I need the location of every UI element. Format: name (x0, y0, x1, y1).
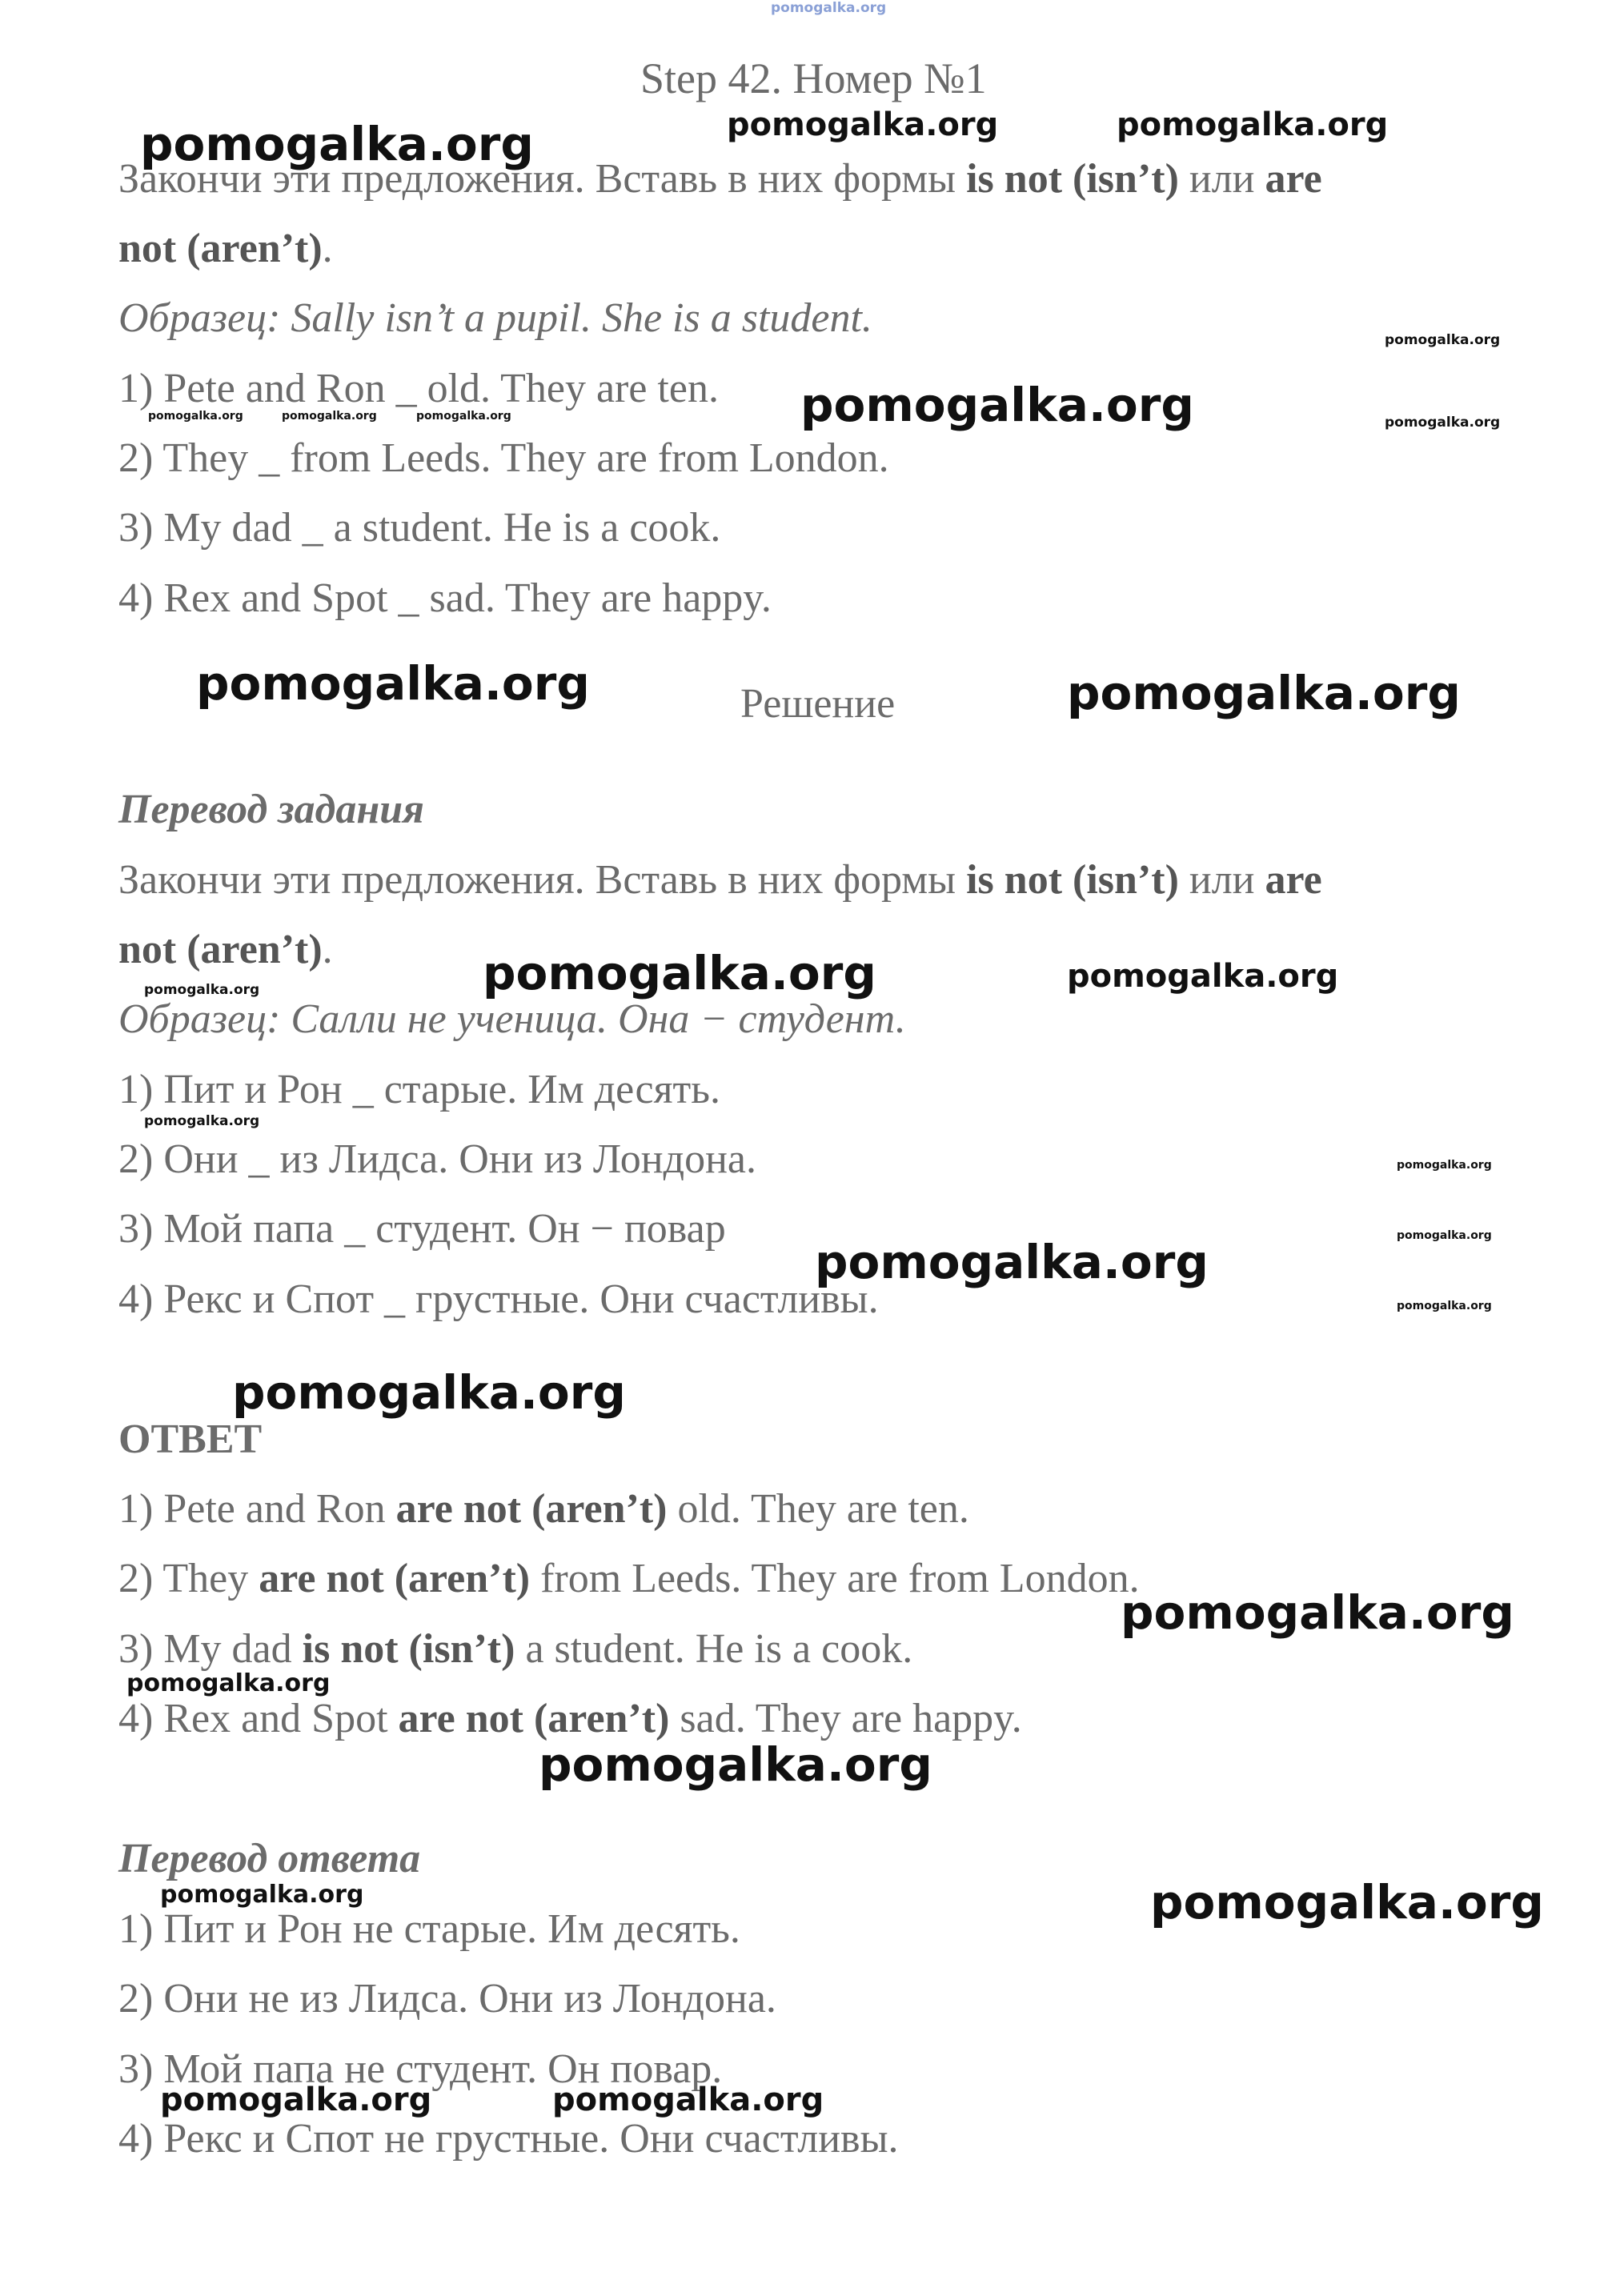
watermark: pomogalka.org (232, 1365, 626, 1420)
translation-item: 4) Рекс и Спот _ грустные. Они счастливы. (118, 1276, 879, 1322)
watermark: pomogalka.org (539, 1737, 932, 1792)
task-item: 1) Pete and Ron _ old. They are ten. (118, 366, 719, 411)
solution-heading: Решение (740, 681, 896, 727)
answer-translation-heading: Перевод ответа (118, 1836, 421, 1881)
answer-item: 3) My dad is not (isn’t) a student. He is a cook. (118, 1626, 913, 1672)
task-item: 2) They _ from Leeds. They are from London. (118, 435, 889, 481)
translation-example: Образец: Салли не ученица. Она − студент. (118, 996, 906, 1042)
watermark: pomogalka.org (1397, 1300, 1492, 1312)
watermark: pomogalka.org (552, 2082, 824, 2118)
translation-item: 2) Они _ из Лидса. Они из Лондона. (118, 1136, 756, 1182)
task-instruction-line-1: Закончи эти предложения. Вставь в них формы is not (isn’t) или are (118, 156, 1322, 202)
watermark: pomogalka.org (1150, 1875, 1544, 1929)
translation-instruction-line-1: Закончи эти предложения. Вставь в них формы is not (isn’t) или are (118, 857, 1322, 903)
watermark: pomogalka.org (126, 1669, 331, 1697)
watermark: pomogalka.org (727, 106, 999, 143)
watermark: pomogalka.org (144, 982, 260, 998)
answer-item: 2) They are not (aren’t) from Leeds. They are from London. (118, 1556, 1140, 1601)
answer-heading: ОТВЕТ (118, 1416, 263, 1462)
watermark: pomogalka.org (144, 1113, 260, 1129)
answer-item: 4) Rex and Spot are not (aren’t) sad. They are happy. (118, 1696, 1022, 1741)
watermark: pomogalka.org (160, 1881, 364, 1909)
watermark: pomogalka.org (1397, 1159, 1492, 1172)
watermark: pomogalka.org (160, 2082, 432, 2118)
translation-instruction-line-2: not (aren’t). (118, 927, 333, 972)
watermark: pomogalka.org (1385, 332, 1501, 348)
watermark: pomogalka.org (1397, 1229, 1492, 1242)
task-item: 3) My dad _ a student. He is a cook. (118, 505, 721, 551)
watermark: pomogalka.org (282, 410, 377, 423)
answer-translation-item: 2) Они не из Лидса. Они из Лондона. (118, 1976, 776, 2022)
translation-item: 3) Мой папа _ студент. Он − повар (118, 1206, 726, 1252)
answer-translation-item: 4) Рекс и Спот не грустные. Они счастливы. (118, 2116, 899, 2162)
watermark: pomogalka.org (1067, 958, 1339, 995)
translation-heading: Перевод задания (118, 787, 424, 832)
watermark: pomogalka.org (196, 656, 590, 711)
watermark: pomogalka.org (416, 410, 511, 423)
watermark: pomogalka.org (1121, 1585, 1514, 1640)
watermark: pomogalka.org (148, 410, 243, 423)
page-title: Step 42. Номер №1 (640, 54, 987, 102)
task-item: 4) Rex and Spot _ sad. They are happy. (118, 575, 772, 621)
task-example: Образец: Sally isn’t a pupil. She is a student. (118, 295, 872, 341)
watermark: pomogalka.org (800, 378, 1194, 432)
answer-item: 1) Pete and Ron are not (aren’t) old. They are ten. (118, 1486, 969, 1532)
answer-translation-item: 3) Мой папа не студент. Он повар. (118, 2046, 723, 2092)
task-instruction-line-2: not (aren’t). (118, 226, 333, 271)
watermark: pomogalka.org (483, 946, 876, 1000)
watermark: pomogalka.org (771, 0, 887, 16)
watermark: pomogalka.org (140, 117, 534, 171)
watermark: pomogalka.org (1385, 415, 1501, 431)
translation-item: 1) Пит и Рон _ старые. Им десять. (118, 1067, 720, 1112)
watermark: pomogalka.org (815, 1235, 1209, 1289)
watermark: pomogalka.org (1067, 666, 1461, 720)
answer-translation-item: 1) Пит и Рон не старые. Им десять. (118, 1906, 740, 1952)
watermark: pomogalka.org (1117, 106, 1389, 143)
